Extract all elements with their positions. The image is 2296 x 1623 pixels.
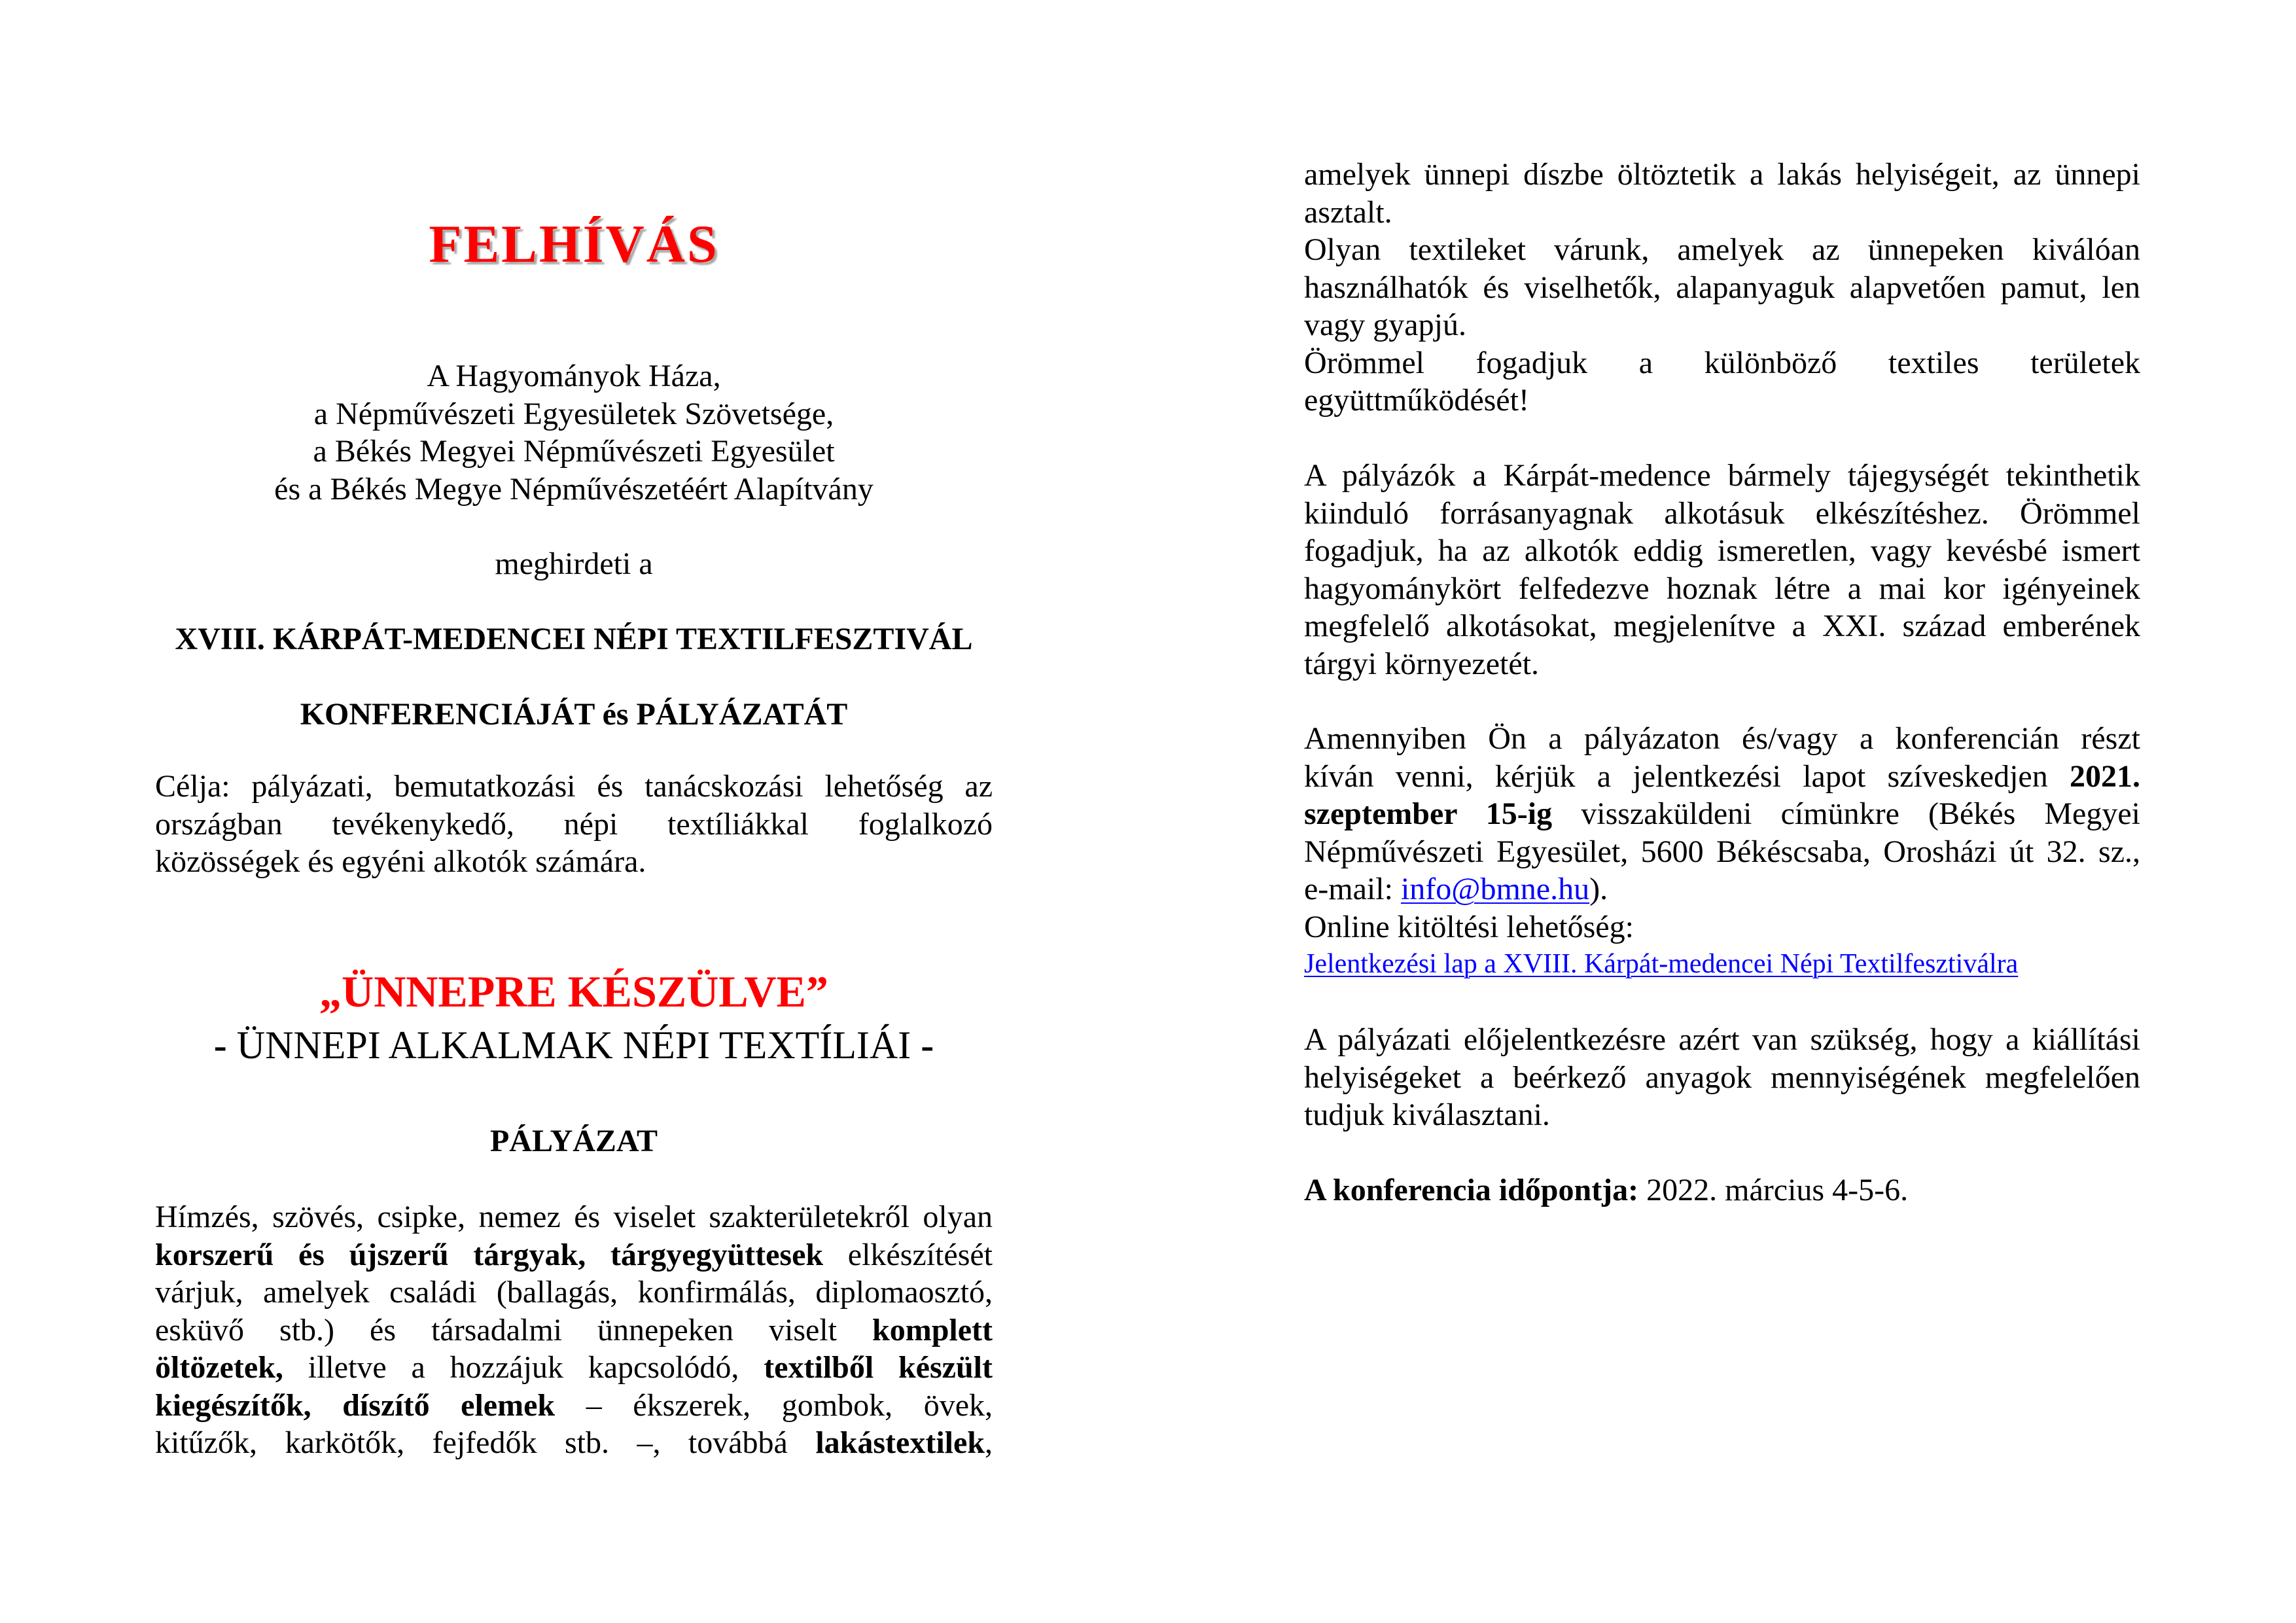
tender-bold: korszerű és újszerű tárgyak, tárgyegyüttesek xyxy=(155,1237,824,1272)
form-link-line xyxy=(1304,946,2140,984)
and-word: és xyxy=(602,697,629,732)
festival-name: XVIII. KÁRPÁT-MEDENCEI NÉPI TEXTILFESZTIVÁL xyxy=(175,622,973,656)
online-label: Online kitöltési lehetőség: xyxy=(1304,909,1634,944)
deadline-year: 2021. xyxy=(2070,758,2140,794)
text-line: együttműködését! xyxy=(1304,383,1529,418)
announces-text xyxy=(155,545,993,583)
registration-form-link[interactable]: Jelentkezési lap a XVIII. Kárpát-medencei Népi Textilfesztiválra xyxy=(1304,949,2019,979)
text-line: Olyan textileket várunk, amelyek az ünnepeken kiválóan xyxy=(1304,232,2140,267)
organizer-line: A Hagyományok Háza, xyxy=(427,359,721,393)
festival-heading xyxy=(155,620,993,658)
tender-text: kitűzők, karkötők, fejfedők stb. –, továbbá xyxy=(155,1425,788,1460)
tender-heading-text: PÁLYÁZAT xyxy=(489,1124,658,1158)
text-line: asztalt. xyxy=(1304,194,1392,230)
email-label: e-mail: xyxy=(1304,872,1401,906)
tender-bold: kiegészítők, díszítő elemek xyxy=(155,1387,556,1423)
tender-text: illetve a hozzájuk kapcsolódó, xyxy=(308,1350,739,1385)
tender-bold: öltözetek, xyxy=(155,1350,283,1385)
text-line: vagy gyapjú. xyxy=(1304,308,1466,342)
text-line: amelyek ünnepi díszbe öltöztetik a lakás helyiségeit, az ünnepi xyxy=(1304,157,2140,192)
page-title: FELHÍVÁS xyxy=(429,214,719,274)
email-link[interactable]: info@bmne.hu xyxy=(1400,872,1590,906)
tender-line xyxy=(155,1387,993,1425)
text: kíván venni, kérjük a jelentkezési lapot szíveskedjen xyxy=(1304,758,2048,794)
conference-heading xyxy=(155,696,993,734)
text-line: A pályázók a Kárpát-medence bármely tájegységét tekinthetik xyxy=(1304,458,2140,493)
tender-line xyxy=(155,1349,993,1387)
organizers-list xyxy=(155,357,993,508)
tender-line: várjuk, amelyek családi (ballagás, konfirmálás, diplomaosztó, xyxy=(155,1275,993,1310)
conference-date xyxy=(1304,1171,2140,1209)
right-paragraph-4 xyxy=(1304,1021,2140,1134)
theme-subtitle-text: ÜNNEPI ALKALMAK NÉPI TEXTÍLIÁI xyxy=(236,1024,911,1067)
deadline-date: szeptember 15-ig xyxy=(1304,796,1553,831)
address-line: Népművészeti Egyesület, 5600 Békéscsaba, Orosházi út 32. sz., xyxy=(1304,834,2140,869)
conference-date-label: A konferencia időpontja: xyxy=(1304,1173,1639,1207)
text-line: tárgyi környezetét. xyxy=(1304,646,1539,681)
conference-date-value: 2022. március 4-5-6. xyxy=(1638,1173,1909,1207)
tender-line xyxy=(155,1424,993,1462)
text: ). xyxy=(1589,872,1608,906)
text-line xyxy=(1304,795,2140,833)
tender-text: – ékszerek, gombok, övek, xyxy=(586,1387,993,1423)
conference-date-line xyxy=(1304,1171,2140,1209)
text-line: megfelelő alkotásokat, megjelenítve a XXI. század emberének xyxy=(1304,609,2140,643)
theme-title: „ÜNNEPRE KÉSZÜLVE” xyxy=(319,967,828,1016)
tender-word: PÁLYÁZATÁT xyxy=(636,697,848,732)
dash-left: - xyxy=(213,1024,227,1067)
tender-line: Hímzés, szövés, csipke, nemez és viselet szakterületekről olyan xyxy=(155,1200,993,1234)
tender-bold: textilből készült xyxy=(764,1350,993,1385)
text-line: hagyománykört felfedezve hoznak létre a mai kor igényeinek xyxy=(1304,571,2140,606)
right-paragraph-2 xyxy=(1304,457,2140,683)
theme-subtitle xyxy=(155,1022,993,1068)
text-line: fogadjuk, ha az alkotók eddig ismeretlen, vagy kevésbé ismert xyxy=(1304,533,2140,568)
text: visszaküldeni címünkre (Békés Megyei xyxy=(1581,796,2140,831)
tender-heading xyxy=(155,1122,993,1160)
tender-line xyxy=(155,1311,993,1349)
conference-word: KONFERENCIÁJÁT xyxy=(300,697,595,732)
text-line: helyiségeket a beérkező anyagok mennyiségének megfelelően xyxy=(1304,1060,2140,1095)
announces-line: meghirdeti a xyxy=(495,546,653,581)
aim-paragraph xyxy=(155,768,993,881)
organizer-line: és a Békés Megye Népművészetéért Alapítvány xyxy=(274,471,874,507)
text-line: kiinduló forrásanyagnak alkotásuk elkészítéshez. Örömmel xyxy=(1304,495,2140,531)
conference-heading-line xyxy=(155,696,993,734)
text-line: Örömmel fogadjuk a különböző textiles területek xyxy=(1304,345,2140,380)
text-line: Amennyiben Ön a pályázaton és/vagy a konferencián részt xyxy=(1304,721,2140,756)
aim-line: országban tevékenykedő, népi textíliákkal foglalkozó xyxy=(155,806,993,842)
tender-line xyxy=(155,1236,993,1274)
tender-text: , xyxy=(985,1425,993,1460)
text-line: tudjuk kiválasztani. xyxy=(1304,1097,1550,1132)
tender-text: esküvő stb.) és társadalmi ünnepeken viselt xyxy=(155,1312,837,1347)
right-paragraph-3 xyxy=(1304,720,2140,984)
email-line xyxy=(1304,870,2140,908)
organizer-line: a Békés Megyei Népművészeti Egyesület xyxy=(313,434,835,469)
text-line xyxy=(1304,758,2140,796)
text-line: A pályázati előjelentkezésre azért van szükség, hogy a kiállítási xyxy=(1304,1022,2140,1057)
right-paragraph-1 xyxy=(1304,156,2140,419)
text-line: használhatók és viselhetők, alapanyaguk alapvetően pamut, len xyxy=(1304,270,2140,305)
tender-bold: komplett xyxy=(872,1312,993,1347)
aim-line: Célja: pályázati, bemutatkozási és tanácskozási lehetőség az xyxy=(155,769,993,804)
aim-line: közösségek és egyéni alkotók számára. xyxy=(155,844,646,879)
tender-bold: lakástextilek xyxy=(815,1425,985,1460)
organizer-line: a Népművészeti Egyesületek Szövetsége, xyxy=(313,396,834,431)
dash-right: - xyxy=(921,1024,934,1067)
tender-paragraph xyxy=(155,1198,993,1462)
tender-text: elkészítését xyxy=(847,1237,993,1272)
